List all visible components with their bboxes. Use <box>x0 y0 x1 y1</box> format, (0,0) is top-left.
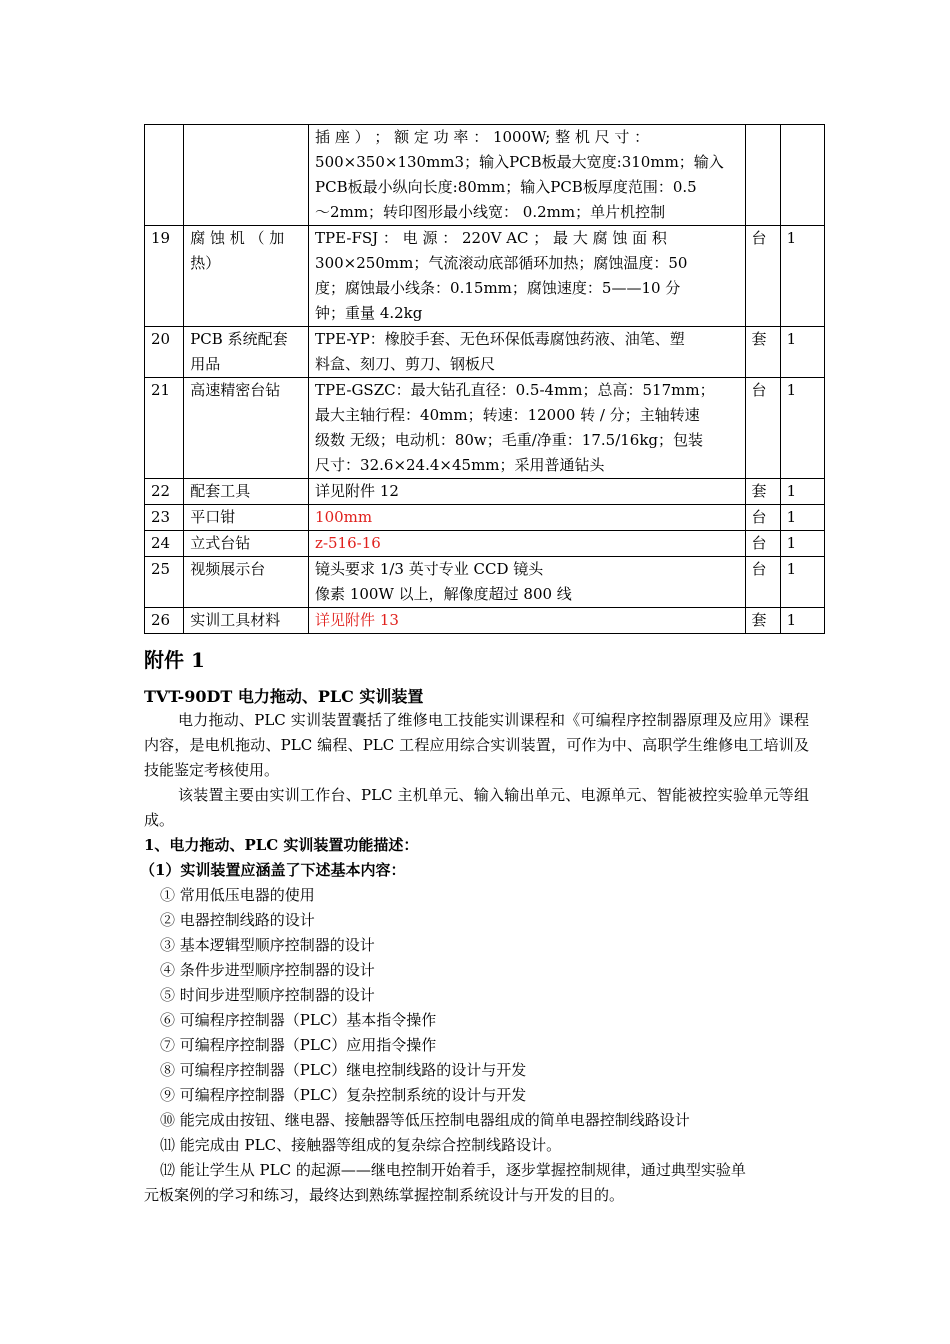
item-name-line: 立式台钻 <box>190 534 251 552</box>
item-unit: 台 <box>745 505 780 531</box>
table-row <box>145 125 825 226</box>
item-quantity: 1 <box>780 557 824 608</box>
composition-paragraph: 该装置主要由实训工作台、PLC 主机单元、输入输出单元、电源单元、智能被控实验单元等组成。 <box>144 786 809 829</box>
item-name-line: 高速精密台钻 <box>190 381 281 399</box>
item-name <box>184 505 309 531</box>
item-unit: 套 <box>745 479 780 505</box>
item-spec <box>309 125 745 226</box>
row-number <box>145 125 184 226</box>
item-spec-line: 级数 无级；电动机：80w；毛重/净重：17.5/16kg；包装 <box>315 431 704 449</box>
item-name <box>184 125 309 226</box>
item-spec <box>309 608 745 634</box>
row-number: 20 <box>145 327 184 378</box>
item-quantity: 1 <box>780 479 824 505</box>
item-spec-line: PCB板最小纵向长度:80mm；输入PCB板厚度范围：0.5 <box>315 178 697 196</box>
item-spec-line: 料盒、刻刀、剪刀、钢板尺 <box>315 355 496 373</box>
table-row <box>145 378 825 479</box>
item-name <box>184 531 309 557</box>
item-spec-line: ～2mm；转印图形最小线宽： 0.2mm；单片机控制 <box>315 203 666 221</box>
item-unit <box>745 125 780 226</box>
item-name-line: 实训工具材料 <box>190 611 281 629</box>
item-name <box>184 327 309 378</box>
item-spec-line: 度；腐蚀最小线条：0.15mm；腐蚀速度：5——10 分 <box>315 279 681 297</box>
item-spec-line: 像素 100W 以上，解像度超过 800 线 <box>315 585 572 603</box>
equipment-table <box>144 124 825 634</box>
item-spec <box>309 327 745 378</box>
item-name-line: 平口钳 <box>190 508 236 526</box>
item-quantity: 1 <box>780 327 824 378</box>
item-quantity: 1 <box>780 226 824 327</box>
item-spec <box>309 226 745 327</box>
content-item: ⑿ 能让学生从 PLC 的起源——继电控制开始着手，逐步掌握控制规律，通过典型实验单 <box>160 1161 746 1179</box>
item-name <box>184 226 309 327</box>
item-spec <box>309 557 745 608</box>
table-row <box>145 505 825 531</box>
item-spec-line: 100mm <box>315 508 373 526</box>
item-spec-line: TPE-GSZC：最大钻孔直径：0.5-4mm；总高：517mm； <box>315 381 715 399</box>
item-quantity: 1 <box>780 531 824 557</box>
row-number: 26 <box>145 608 184 634</box>
item-name-line: PCB 系统配套 <box>190 330 288 348</box>
content-item: ① 常用低压电器的使用 <box>160 886 315 904</box>
section-heading: 1、电力拖动、PLC 实训装置功能描述： <box>144 836 419 854</box>
item-spec-line: 300×250mm；气流滚动底部循环加热；腐蚀温度：50 <box>315 254 688 272</box>
row-number: 24 <box>145 531 184 557</box>
item-name <box>184 557 309 608</box>
item-spec-line: TPE-YP：橡胶手套、无色环保低毒腐蚀药液、油笔、塑 <box>315 330 685 348</box>
item-name-line: 配套工具 <box>190 482 251 500</box>
item-spec <box>309 505 745 531</box>
item-name-line: 热） <box>190 254 221 272</box>
table-row <box>145 226 825 327</box>
table-row <box>145 531 825 557</box>
row-number: 19 <box>145 226 184 327</box>
row-number: 25 <box>145 557 184 608</box>
item-spec-line: 最大主轴行程：40mm；转速：12000 转 / 分；主轴转速 <box>315 406 700 424</box>
item-spec-line: 详见附件 12 <box>315 482 399 500</box>
subsection-heading: （1）实训装置应涵盖了下述基本内容： <box>140 861 406 879</box>
item-quantity: 1 <box>780 378 824 479</box>
content-item: ④ 条件步进型顺序控制器的设计 <box>160 961 375 979</box>
item-spec <box>309 479 745 505</box>
table-row <box>145 479 825 505</box>
item-name <box>184 608 309 634</box>
item-spec-line: 500×350×130mm3；输入PCB板最大宽度:310mm；输入 <box>315 153 724 171</box>
content-item: ⑧ 可编程序控制器（PLC）继电控制线路的设计与开发 <box>160 1061 527 1079</box>
item-spec-line: 尺寸：32.6×24.4×45mm；采用普通钻头 <box>315 456 605 474</box>
item-name-line: 用品 <box>190 355 221 373</box>
item-spec-line: z-516-16 <box>315 534 381 552</box>
content-item-continuation: 元板案例的学习和练习，最终达到熟练掌握控制系统设计与开发的目的。 <box>144 1186 625 1204</box>
item-spec-line: 插 座 ） ； 额 定 功 率 ： 1000W; 整 机 尺 寸 ： <box>315 128 650 146</box>
item-unit: 台 <box>745 378 780 479</box>
item-spec <box>309 378 745 479</box>
item-name-line: 腐 蚀 机 （ 加 <box>190 229 285 247</box>
content-item: ⑦ 可编程序控制器（PLC）应用指令操作 <box>160 1036 437 1054</box>
content-item: ⑾ 能完成由 PLC、接触器等组成的复杂综合控制线路设计。 <box>160 1136 562 1154</box>
item-unit: 台 <box>745 531 780 557</box>
item-unit: 套 <box>745 327 780 378</box>
row-number: 23 <box>145 505 184 531</box>
content-item: ⑨ 可编程序控制器（PLC）复杂控制系统的设计与开发 <box>160 1086 527 1104</box>
item-spec-line: 钟；重量 4.2kg <box>315 304 423 322</box>
table-row <box>145 608 825 634</box>
item-quantity <box>780 125 824 226</box>
appendix-title: 附件 1 <box>144 648 205 672</box>
item-name-line: 视频展示台 <box>190 560 266 578</box>
item-name <box>184 378 309 479</box>
item-spec-line: TPE-FSJ ： 电 源 ： 220V AC ； 最 大 腐 蚀 面 积 <box>315 229 667 247</box>
content-item: ⑤ 时间步进型顺序控制器的设计 <box>160 986 375 1004</box>
intro-paragraph: 电力拖动、PLC 实训装置囊括了维修电工技能实训课程和《可编程序控制器原理及应用》课程内容，是电机拖动、PLC 编程、PLC 工程应用综合实训装置，可作为中、高职学生维修电工培训及技能鉴定考核使用。 <box>144 711 809 779</box>
item-quantity: 1 <box>780 608 824 634</box>
row-number: 22 <box>145 479 184 505</box>
item-unit: 台 <box>745 226 780 327</box>
content-item: ③ 基本逻辑型顺序控制器的设计 <box>160 936 375 954</box>
content-item: ⑥ 可编程序控制器（PLC）基本指令操作 <box>160 1011 437 1029</box>
item-unit: 套 <box>745 608 780 634</box>
item-quantity: 1 <box>780 505 824 531</box>
appendix-subtitle: TVT-90DT 电力拖动、PLC 实训装置 <box>144 687 424 706</box>
item-unit: 台 <box>745 557 780 608</box>
content-item: ⑩ 能完成由按钮、继电器、接触器等低压控制电器组成的简单电器控制线路设计 <box>160 1111 690 1129</box>
content-item: ② 电器控制线路的设计 <box>160 911 315 929</box>
row-number: 21 <box>145 378 184 479</box>
table-row <box>145 557 825 608</box>
item-name <box>184 479 309 505</box>
item-spec <box>309 531 745 557</box>
item-spec-line: 详见附件 13 <box>315 611 399 629</box>
item-spec-line: 镜头要求 1/3 英寸专业 CCD 镜头 <box>315 560 544 578</box>
table-row <box>145 327 825 378</box>
